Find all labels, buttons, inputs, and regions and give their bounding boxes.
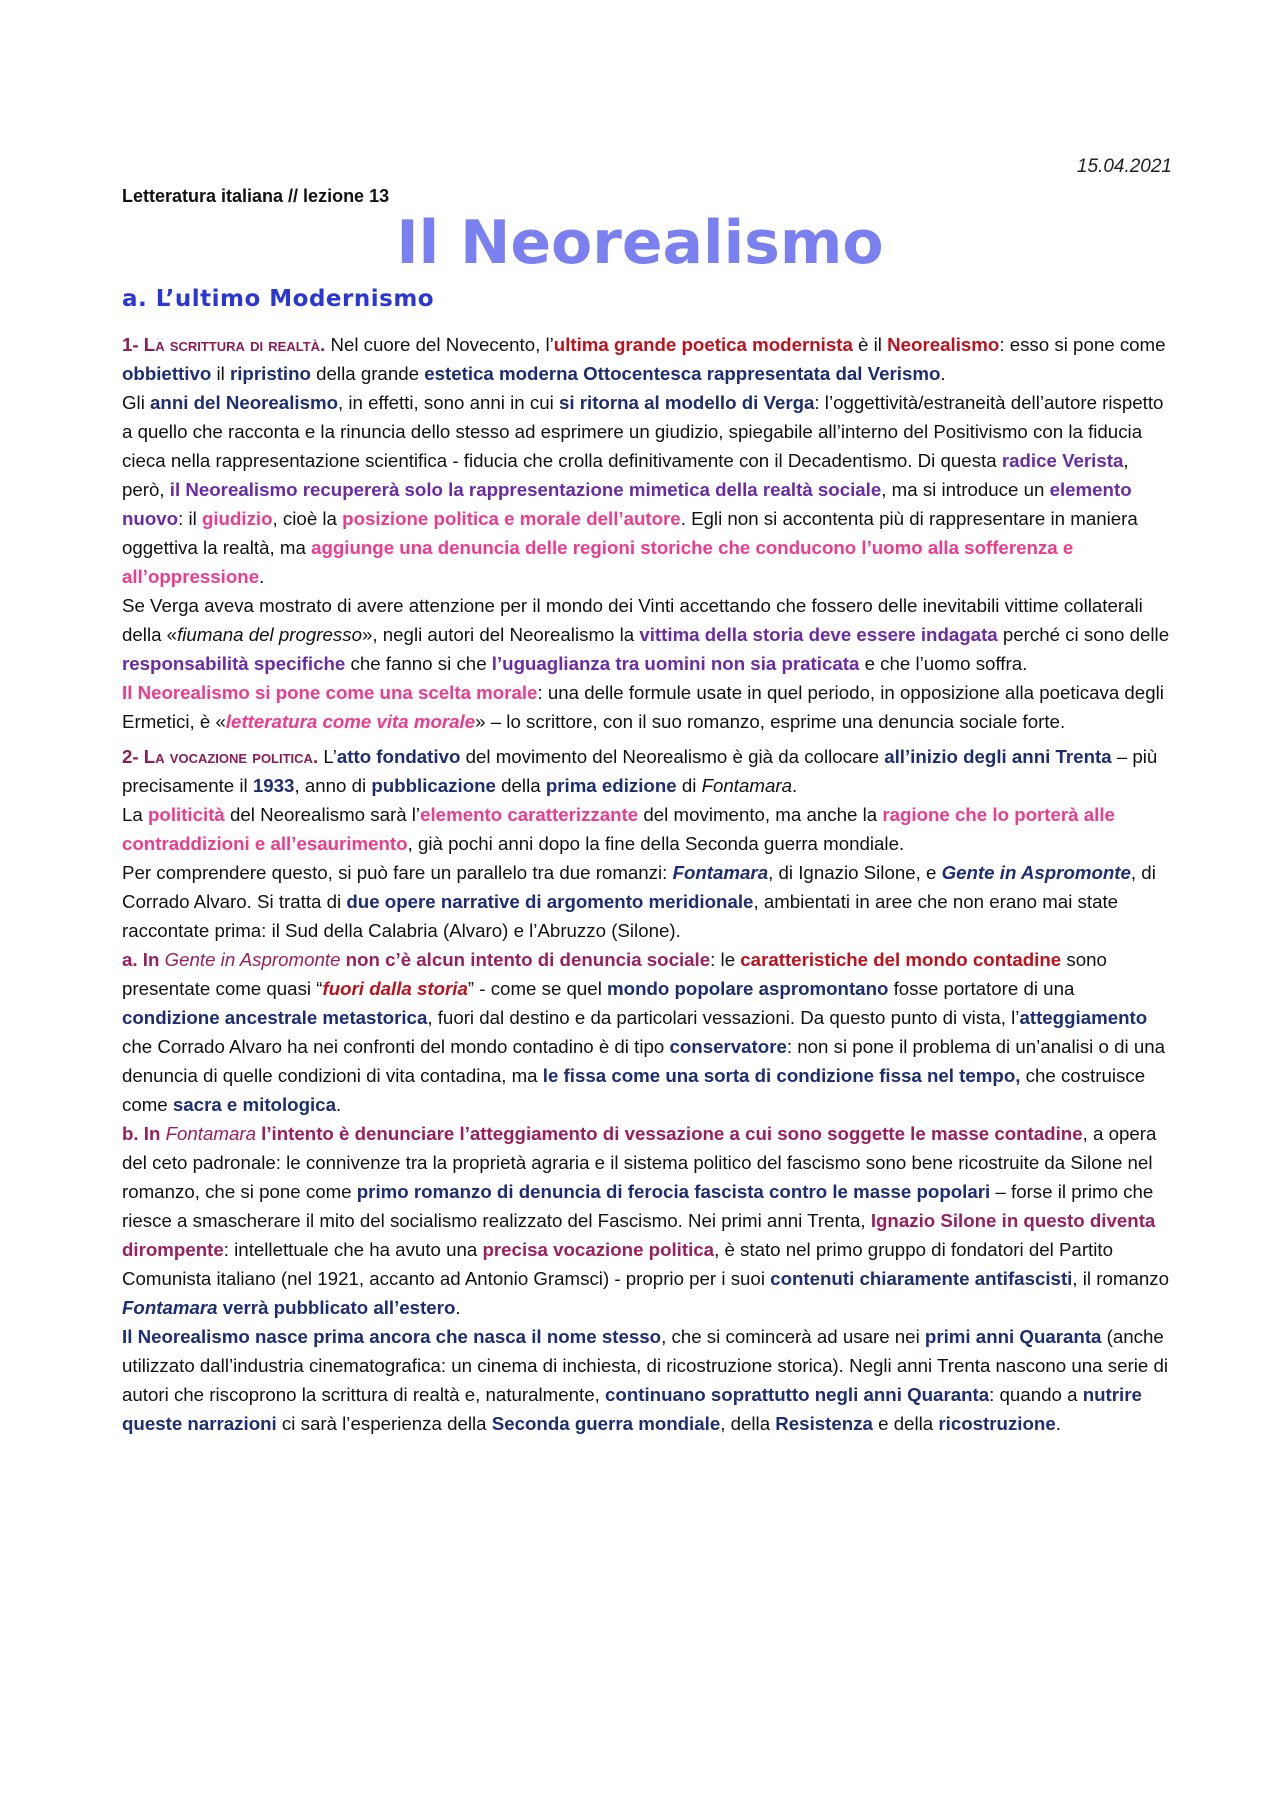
highlight: atteggiamento xyxy=(1019,1007,1148,1028)
highlight: giudizio xyxy=(201,508,273,529)
text: – forse il primo che riesce a smascherare il mito del socialismo realizzato del Fascismo. Nei primi anni Trenta, xyxy=(122,1181,1154,1231)
text: perché ci sono delle xyxy=(997,624,1170,645)
highlight: l’uguaglianza tra uomini non sia praticata xyxy=(491,653,860,674)
text: , della xyxy=(720,1413,776,1434)
document-date: 15.04.2021 xyxy=(1076,156,1172,177)
document-body xyxy=(122,330,1172,1438)
text: , che si comincerà ad usare nei xyxy=(661,1326,925,1347)
text: » – lo scrittore, con il suo romanzo, esprime una denuncia sociale forte. xyxy=(475,711,1066,732)
highlight: Fontamara xyxy=(672,862,769,883)
highlight: estetica moderna Ottocentesca rappresentata dal Verismo xyxy=(424,363,941,384)
text: : intellettuale che ha avuto una xyxy=(223,1239,483,1260)
page-title: Il Neorealismo xyxy=(396,208,884,278)
text: : l’oggettività/estraneità dell’autore rispetto a quello che racconta e la rinuncia dello stesso ad esprimere un giudizio, spiegabile all’interno del Positivismo con la fiducia cieca nella rappresentazione scientifica - fiducia che crolla definitivamente con il Decadentismo. Di questa xyxy=(122,392,1164,471)
highlight: anni del Neorealismo xyxy=(150,392,339,413)
highlight: Ignazio Silone in questo diventa dirompente xyxy=(122,1210,1156,1260)
text: Per comprendere questo, si può fare un parallelo tra due romanzi: xyxy=(122,862,673,883)
text: Se Verga aveva mostrato di avere attenzione per il mondo dei Vinti accettando che fossero delle inevitabili vittime collaterali della « xyxy=(122,595,1143,645)
text: del Neorealismo sarà l’ xyxy=(224,804,421,825)
text: , di Ignazio Silone, e xyxy=(768,862,942,883)
text: , di Corrado Alvaro. Si tratta di xyxy=(122,862,1156,912)
highlight: fuori dalla storia xyxy=(322,978,468,999)
highlight: b. In xyxy=(122,1123,166,1144)
course-heading: Letteratura italiana // lezione 13 xyxy=(122,186,390,206)
text: : le xyxy=(710,949,741,970)
subsection-heading: 1- La scrittura di realtà. xyxy=(122,334,326,355)
paragraph-verga xyxy=(122,591,1172,678)
highlight: condizione ancestrale metastorica xyxy=(122,1007,428,1028)
highlight: Resistenza xyxy=(775,1413,873,1434)
paragraph-fontamara xyxy=(122,1119,1172,1322)
text: fosse portatore di una xyxy=(888,978,1075,999)
text: di xyxy=(676,775,702,796)
highlight: elemento nuovo xyxy=(122,479,1132,529)
text: Gli xyxy=(122,392,151,413)
text: , fuori dal destino e da particolari vessazioni. Da questo punto di vista, l’ xyxy=(427,1007,1020,1028)
text: e della xyxy=(872,1413,939,1434)
text: ci sarà l’esperienza della xyxy=(276,1413,492,1434)
text: della xyxy=(495,775,546,796)
text: è il xyxy=(852,334,888,355)
text: : esso si pone come xyxy=(999,334,1166,355)
text: , anno di xyxy=(294,775,372,796)
text: che costruisce come xyxy=(122,1065,1146,1115)
highlight: caratteristiche del mondo contadine xyxy=(740,949,1062,970)
highlight: sacra e mitologica xyxy=(172,1094,336,1115)
highlight: non c’è alcun intento di denuncia sociale xyxy=(340,949,711,970)
section-heading: a. L’ultimo Modernismo xyxy=(122,286,435,312)
highlight: continuano soprattutto negli anni Quaranta xyxy=(605,1384,990,1405)
text: . xyxy=(455,1297,461,1318)
paragraph-morale xyxy=(122,678,1172,736)
text: e che l’uomo soffra. xyxy=(859,653,1028,674)
text: della grande xyxy=(310,363,425,384)
text: , a opera del ceto padronale: le connivenze tra la proprietà agraria e il sistema politico del fascismo sono bene ricostruite da Silone nel romanzo, che si pone come xyxy=(122,1123,1157,1202)
highlight: Neorealismo xyxy=(887,334,1000,355)
highlight: Il Neorealismo nasce prima ancora che nasca il nome stesso xyxy=(122,1326,662,1347)
italic-text: Gente in Aspromonte xyxy=(164,949,341,970)
highlight: responsabilità specifiche xyxy=(122,653,346,674)
highlight: Gente in Aspromonte xyxy=(941,862,1131,883)
highlight: Seconda guerra mondiale xyxy=(491,1413,721,1434)
highlight: mondo popolare aspromontano xyxy=(607,978,889,999)
highlight: ultima grande poetica modernista xyxy=(553,334,853,355)
text: . xyxy=(259,566,265,587)
highlight: letteratura come vita morale xyxy=(225,711,476,732)
text: , in effetti, sono anni in cui xyxy=(338,392,559,413)
paragraph-parallelo xyxy=(122,858,1172,945)
highlight: posizione politica e morale dell’autore xyxy=(342,508,681,529)
text: : quando a xyxy=(989,1384,1083,1405)
paragraph-nascita xyxy=(122,1322,1172,1438)
highlight: prima edizione xyxy=(545,775,677,796)
text: . xyxy=(940,363,946,384)
highlight: conservatore xyxy=(669,1036,787,1057)
highlight: l’intento è denunciare l’atteggiamento di vessazione a cui sono soggette le masse contadine xyxy=(255,1123,1083,1144)
highlight: primi anni Quaranta xyxy=(924,1326,1102,1347)
highlight: ragione che lo porterà alle contraddizioni e all’esaurimento xyxy=(122,804,1115,854)
highlight: precisa vocazione politica xyxy=(482,1239,715,1260)
paragraph-aspromonte xyxy=(122,945,1172,1119)
highlight: verrà pubblicato all’estero xyxy=(217,1297,456,1318)
text: , è stato nel primo gruppo di fondatori del Partito Comunista italiano (nel 1921, accanto ad Antonio Gramsci) - proprio per i suoi xyxy=(122,1239,1113,1289)
text: : il xyxy=(178,508,202,529)
highlight: a. In xyxy=(122,949,165,970)
highlight: ripristino xyxy=(229,363,311,384)
text: sono presentate come quasi “ xyxy=(122,949,1107,999)
highlight: 1933 xyxy=(252,775,295,796)
text: ” - come se quel xyxy=(467,978,608,999)
text: – più precisamente il xyxy=(122,746,1158,796)
highlight: aggiunge una denuncia delle regioni storiche che conducono l’uomo alla sofferenza e all’oppressione xyxy=(122,537,1074,587)
text: : una delle formule usate in quel periodo, in opposizione alla poeticava degli Ermetici, è « xyxy=(122,682,1164,732)
text: Nel cuore del Novecento, l’ xyxy=(325,334,554,355)
text: : non si pone il problema di un’analisi o di una denuncia di quelle condizioni di vita contadina, ma xyxy=(122,1036,1166,1086)
highlight: il Neorealismo recupererà solo la rappresentazione mimetica della realtà sociale xyxy=(169,479,882,500)
text: , però, xyxy=(122,450,1129,500)
paragraph-vocazione xyxy=(122,742,1172,800)
italic-text: fiumana del progresso xyxy=(177,624,362,645)
highlight: primo romanzo di denuncia di ferocia fascista contro le masse popolari xyxy=(356,1181,991,1202)
text: , ma si introduce un xyxy=(881,479,1050,500)
text: , il romanzo xyxy=(1072,1268,1169,1289)
paragraph-politicita xyxy=(122,800,1172,858)
highlight: elemento caratterizzante xyxy=(420,804,639,825)
highlight: nutrire queste narrazioni xyxy=(122,1384,1142,1434)
text: , ambientati in aree che non erano mai state raccontate prima: il Sud della Calabria (Alvaro) e l’Abruzzo (Silone). xyxy=(122,891,1119,941)
highlight: contenuti chiaramente antifascisti xyxy=(770,1268,1073,1289)
paragraph-anni xyxy=(122,388,1172,591)
text: del movimento del Neorealismo è già da collocare xyxy=(460,746,885,767)
subsection-heading: 2- La vocazione politica. xyxy=(122,746,319,767)
highlight: Il Neorealismo si pone come una scelta morale xyxy=(122,682,538,703)
text: che Corrado Alvaro ha nei confronti del mondo contadino è di tipo xyxy=(122,1036,670,1057)
highlight: le fissa come una sorta di condizione fissa nel tempo, xyxy=(542,1065,1021,1086)
highlight: vittima della storia deve essere indagata xyxy=(639,624,998,645)
italic-text: Fontamara xyxy=(165,1123,256,1144)
highlight: due opere narrative di argomento meridionale xyxy=(346,891,754,912)
highlight: pubblicazione xyxy=(371,775,496,796)
highlight: ricostruzione xyxy=(938,1413,1056,1434)
highlight: politicità xyxy=(147,804,225,825)
text: , già pochi anni dopo la fine della Seconda guerra mondiale. xyxy=(407,833,905,854)
italic-text: Fontamara xyxy=(701,775,792,796)
highlight: Fontamara xyxy=(122,1297,218,1318)
highlight: radice Verista xyxy=(1001,450,1124,471)
text: . xyxy=(1055,1413,1061,1434)
text: La xyxy=(122,804,148,825)
text: il xyxy=(211,363,230,384)
highlight: all’inizio degli anni Trenta xyxy=(884,746,1112,767)
text: », negli autori del Neorealismo la xyxy=(361,624,640,645)
highlight: si ritorna al modello di Verga xyxy=(558,392,815,413)
text: . xyxy=(335,1094,342,1115)
highlight: obbiettivo xyxy=(122,363,212,384)
text: del movimento, ma anche la xyxy=(638,804,883,825)
text: , cioè la xyxy=(272,508,343,529)
text: L’ xyxy=(318,746,337,767)
text: . Egli non si accontenta più di rappresentare in maniera oggettiva la realtà, ma xyxy=(122,508,1138,558)
paragraph-scrittura xyxy=(122,330,1172,388)
text: (anche utilizzato dall’industria cinematografica: un cinema di inchiesta, di ricostruzione storica). Negli anni Trenta nascono una serie di autori che riscoprono la scrittura di realtà e, naturalmente, xyxy=(122,1326,1168,1405)
highlight: atto fondativo xyxy=(336,746,461,767)
text: . xyxy=(791,775,798,796)
text: che fanno si che xyxy=(345,653,492,674)
